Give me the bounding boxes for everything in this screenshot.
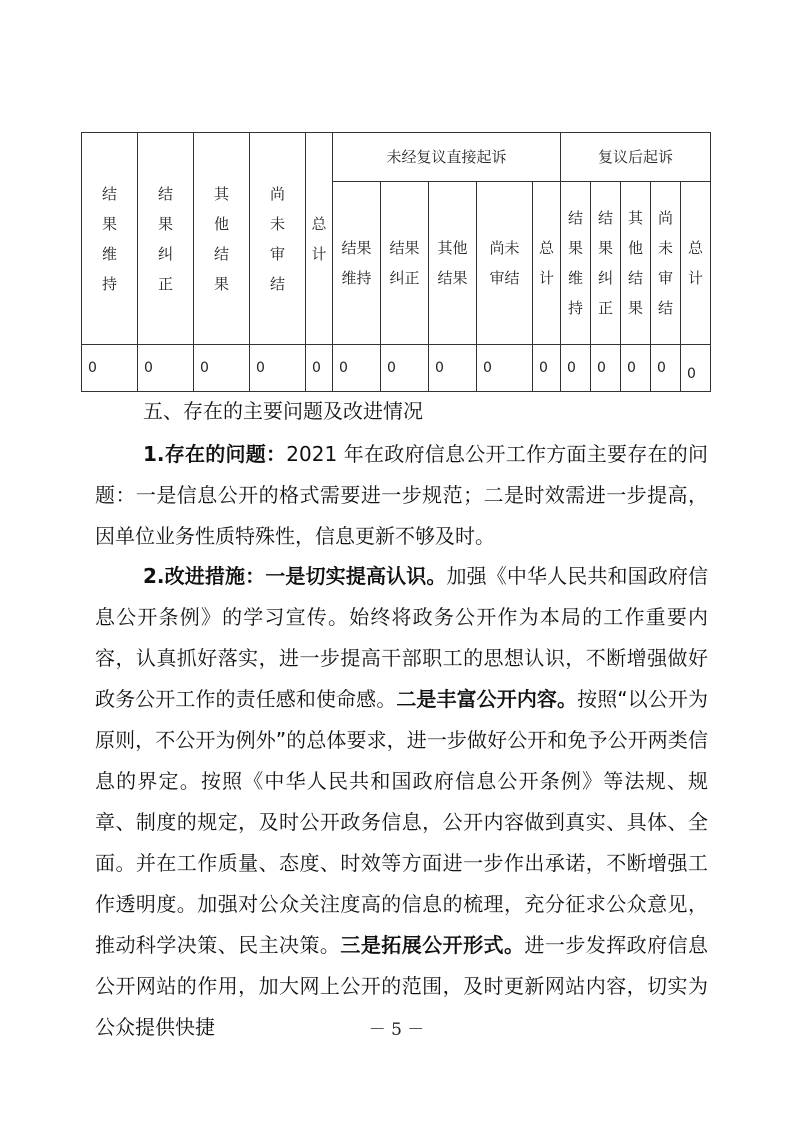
measures-paragraph [95,556,708,1048]
value-cell: 0 [621,345,651,392]
header-cell: 结果维持 [82,133,138,345]
header-cell: 总计 [681,182,711,345]
measures-label: 2.改进措施： [143,564,266,588]
value-cell: 0 [591,345,621,392]
table-row [82,345,711,392]
measure-2-text: 按照“以公开为原则，不公开为例外”的总体要求，进一步做好公开和免予公开两类信息的界定。按照《中华人民共和国政府信息公开条例》等法规、规章、制度的规定，及时公开政务信息，公开内容做到真实、具体、全面。并在工作质量、态度、时效等方面进一步作出承诺，不断增强工作透明度。加强对公众关注度高的信息的梳理，充分征求公众意见，推动科学决策、民主决策。 [95,687,708,957]
header-cell: 尚未审结 [651,182,681,345]
header-cell: 其他结果 [194,133,250,345]
value-cell: 0 [429,345,477,392]
value-cell: 0 [306,345,333,392]
measure-1-text: 加强《中华人民共和国政府信息公开条例》的学习宣传。始终将政务公开作为本局的工作重要内容，认真抓好落实，进一步提高干部职工的思想认识，不断增强做好政务公开工作的责任感和使命感。 [95,564,709,711]
header-cell: 尚未审结 [477,182,533,345]
header-cell: 结果纠正 [381,182,429,345]
header-cell: 结果维持 [561,182,591,345]
value-cell: 0 [82,345,138,392]
value-cell: 0 [477,345,533,392]
value-cell: 0 [533,345,561,392]
page-number: － 5 － [368,1020,425,1040]
header-cell: 总计 [533,182,561,345]
value-cell: 0 [561,345,591,392]
group-header-direct: 未经复议直接起诉 [333,133,561,182]
problems-label: 1.存在的问题： [143,442,287,466]
group-header-review: 复议后起诉 [561,133,711,182]
measure-1-title: 一是切实提高认识。 [265,564,447,588]
value-cell: 0 [333,345,381,392]
value-cell: 0 [681,345,711,392]
value-cell: 0 [651,345,681,392]
header-cell: 尚未审结 [250,133,306,345]
table-group-row [82,133,711,182]
header-cell: 其他结果 [429,182,477,345]
header-cell: 总计 [306,133,333,345]
measure-3-text: 进一步发挥政府信息公开网站的作用，加大网上公开的范围，及时更新网站内容，切实为公众提供快捷 [95,933,709,1039]
litigation-stats-table [81,132,711,392]
problems-paragraph [95,434,708,557]
header-cell: 结果纠正 [591,182,621,345]
header-cell: 结果纠正 [138,133,194,345]
measure-3-title: 三是拓展公开形式。 [340,933,525,957]
section-heading: 五、存在的主要问题及改进情况 [143,399,423,423]
value-cell: 0 [194,345,250,392]
problems-text: 2021 年在政府信息公开工作方面主要存在的问题：一是信息公开的格式需要进一步规范；二是时效需进一步提高，因单位业务性质特殊性，信息更新不够及时。 [95,442,708,548]
measure-2-title: 二是丰富公开内容。 [396,687,578,711]
value-cell: 0 [250,345,306,392]
header-cell: 结果维持 [333,182,381,345]
value-cell: 0 [381,345,429,392]
value-cell: 0 [138,345,194,392]
header-cell: 其他结果 [621,182,651,345]
